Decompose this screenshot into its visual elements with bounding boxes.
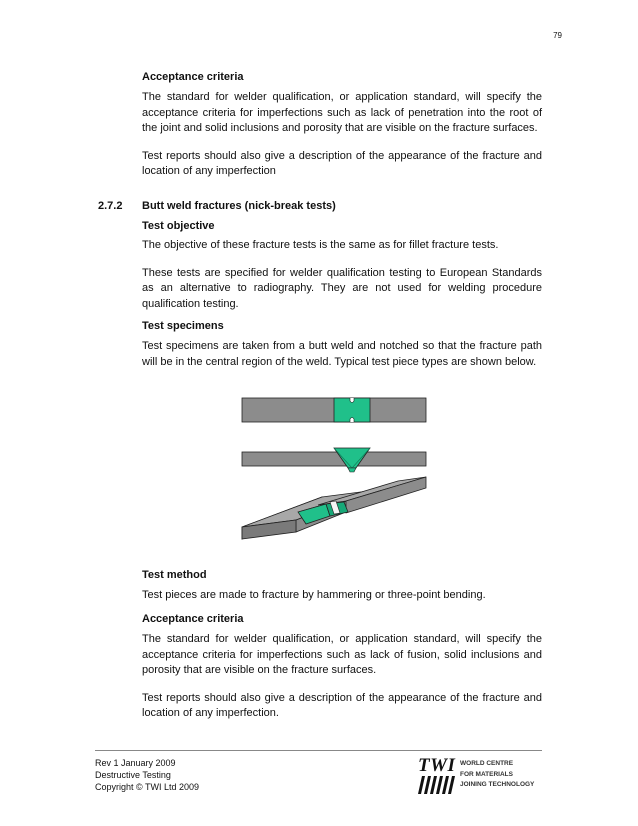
test-specimens-paragraph: Test specimens are taken from a butt weld and notched so that the fracture path will be in the central region of the weld. Typical test piece types are shown below. bbox=[142, 340, 542, 368]
test-reports-paragraph: Test reports should also give a description of the appearance of the fracture and location of any imperfection. bbox=[142, 691, 542, 720]
twi-logo bbox=[418, 755, 546, 795]
acceptance-criteria-heading: Acceptance criteria bbox=[142, 613, 244, 625]
test-method-heading: Test method bbox=[142, 569, 207, 581]
document-title: Destructive Testing bbox=[95, 770, 171, 780]
acceptance-criteria-section-2 bbox=[142, 612, 542, 722]
acceptance-criteria-heading: Acceptance criteria bbox=[142, 71, 244, 83]
footer-info bbox=[95, 757, 199, 793]
section-title: Butt weld fractures (nick-break tests) bbox=[142, 200, 336, 212]
test-piece-figures bbox=[236, 392, 436, 562]
test-method-paragraph: Test pieces are made to fracture by hammering or three-point bending. bbox=[142, 589, 486, 601]
logo-tagline bbox=[460, 759, 534, 791]
logo-stripes-icon bbox=[418, 776, 456, 794]
logo-tagline-line1: WORLD CENTRE bbox=[460, 760, 514, 767]
revision-text: Rev 1 January 2009 bbox=[95, 758, 176, 768]
flat-notched-specimen bbox=[242, 398, 426, 422]
test-specimens-heading: Test specimens bbox=[142, 320, 224, 332]
copyright-text: Copyright © TWI Ltd 2009 bbox=[95, 782, 200, 792]
test-objective-paragraph: The objective of these fracture tests is the same as for fillet fracture tests. bbox=[142, 239, 499, 251]
test-reports-paragraph: Test reports should also give a description of the appearance of the fracture and location of any imperfection bbox=[142, 149, 542, 178]
section-number: 2.7.2 bbox=[98, 200, 123, 212]
acceptance-criteria-paragraph: The standard for welder qualification, or application standard, will specify the acceptance criteria for imperfections such as lack of penetration into the root of the joint and solid inclusions and porosity that are visible on the fracture surfaces. bbox=[142, 91, 542, 135]
test-method-section bbox=[142, 568, 542, 604]
european-standards-paragraph: These tests are specified for welder qualification testing to European Standards as an alternative to radiography. They are not used for welding procedure qualification testing. bbox=[142, 266, 542, 310]
section-title-block bbox=[142, 199, 542, 214]
logo-wordmark: TWI bbox=[418, 755, 456, 776]
footer-divider bbox=[95, 750, 542, 751]
page-number: 79 bbox=[553, 31, 562, 40]
acceptance-criteria-paragraph: The standard for welder qualification, or application standard, will specify the acceptance criteria for imperfections such as lack of fusion, solid inclusions and porosity that are visible on the fracture surfaces. bbox=[142, 633, 542, 677]
isometric-specimen bbox=[242, 477, 426, 539]
test-specimens-section bbox=[142, 319, 542, 370]
test-objective-section bbox=[142, 219, 542, 312]
acceptance-criteria-section-1 bbox=[142, 70, 542, 180]
v-groove-specimen bbox=[242, 448, 426, 472]
test-objective-heading: Test objective bbox=[142, 220, 215, 232]
logo-tagline-line2: FOR MATERIALS bbox=[460, 770, 513, 778]
logo-tagline-line3: JOINING TECHNOLOGY bbox=[460, 781, 535, 788]
